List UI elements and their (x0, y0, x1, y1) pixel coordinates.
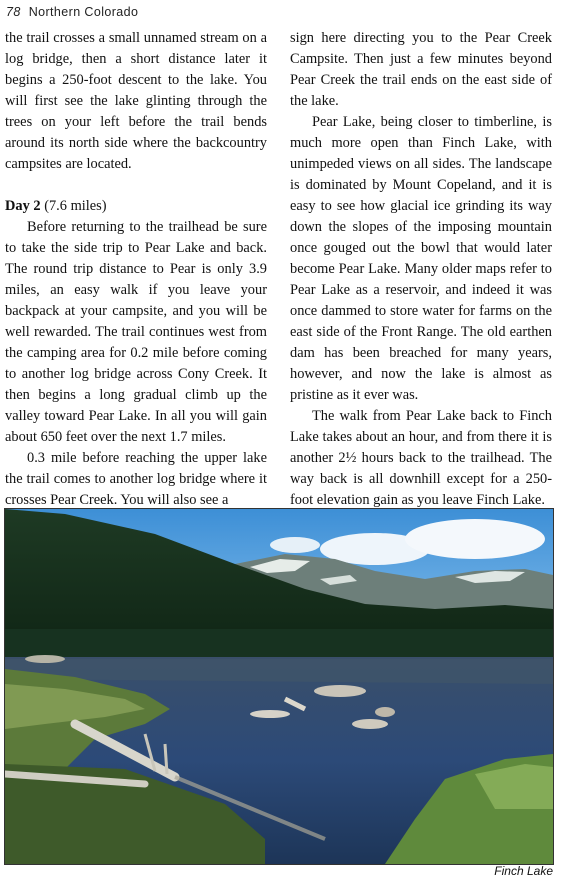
right-column (290, 28, 552, 511)
rock (375, 707, 395, 717)
paragraph: sign here directing you to the Pear Creek Campsite. Then just a few minutes beyond Pear Creek the trail ends on the east side of the lake. (290, 30, 552, 109)
page-header (6, 5, 138, 19)
lake-photo-illustration (5, 509, 553, 864)
page-number: 78 (6, 5, 21, 19)
lake-photo (4, 508, 554, 865)
section-title: Northern Colorado (28, 5, 139, 19)
rock (314, 685, 366, 697)
fallen-branch (165, 744, 167, 774)
cloud (405, 519, 545, 559)
paragraph: the trail crosses a small unnamed stream on a log bridge, then a short distance later it begins a 250-foot descent to the lake. You will first see the lake glinting through the trees on your left before the trail bends around its north side where the backcountry campsites are located. (5, 30, 267, 172)
far-shore-trees (5, 629, 553, 659)
paragraph: 0.3 mile before reaching the upper lake the trail comes to another log bridge where it crosses Pear Creek. You will also see a (5, 450, 267, 508)
rock (352, 719, 388, 729)
paragraph: Before returning to the trailhead be sure to take the side trip to Pear Lake and back. The round trip distance to Pear is only 3.9 miles, an easy walk if you leave your backpack at your campsite, and you will be well rewarded. The trail continues west from the camping area for 0.2 mile before coming to another log bridge across Cony Creek. It then begins a long gradual climb up the valley toward Pear Lake. In all you will gain about 650 feet over the next 1.7 miles. (5, 219, 267, 445)
rock (250, 710, 290, 718)
left-column (5, 28, 267, 511)
cloud (270, 537, 320, 553)
paragraph: Pear Lake, being closer to timberline, is much more open than Finch Lake, with unimpeded views on all sides. The landscape is dominated by Mount Copeland, and it is easy to see how glacial ice grinding its way down the slopes of the imposing mountain once gouged out the bowl that would later become Pear Lake. Many older maps refer to Pear Lake as a reservoir, and indeed it was once dammed to store water for farms on the east side of the Front Range. The old earthen dam has been breached for many years, however, and now the lake is almost as pristine as it ever was. (290, 114, 552, 403)
rock (25, 655, 65, 663)
day-distance: (7.6 miles) (44, 198, 107, 214)
day-heading (5, 196, 267, 217)
paragraph: The walk from Pear Lake back to Finch Lake takes about an hour, and from there it is another 2½ hours back to the trailhead. The way back is all downhill except for a 250-foot elevation gain as you leave Finch Lake. (290, 408, 552, 508)
day-label: Day 2 (5, 198, 41, 214)
photo-caption: Finch Lake (494, 864, 553, 878)
